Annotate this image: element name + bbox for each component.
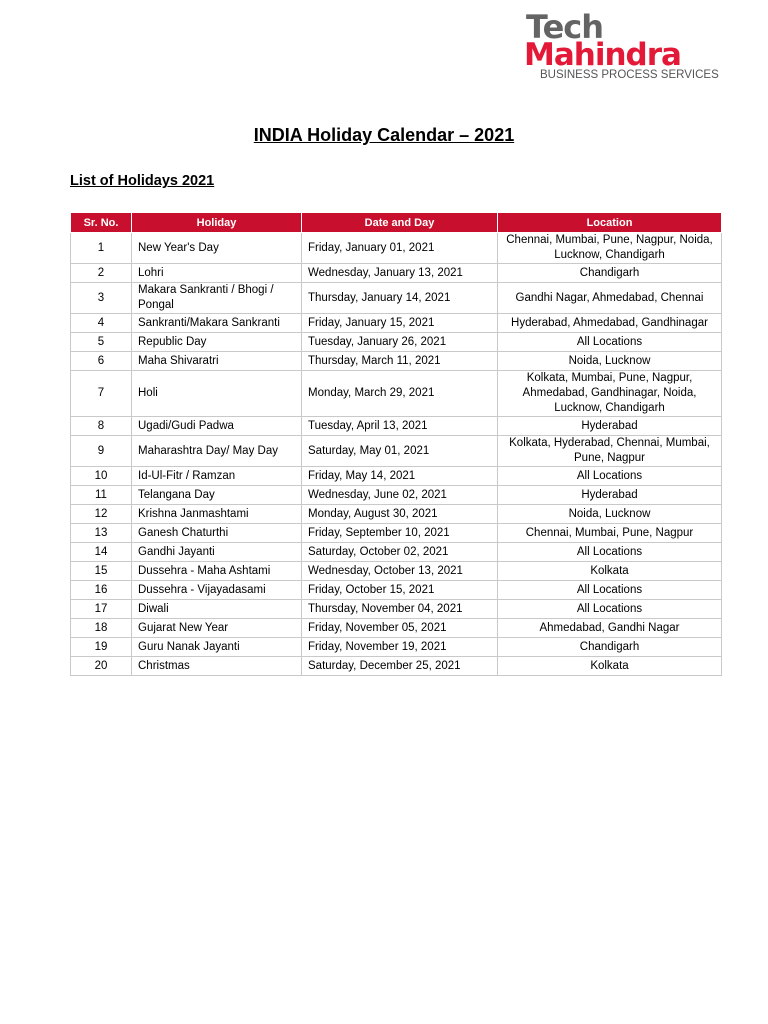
cell-sr-no: 8 bbox=[71, 417, 132, 436]
cell-holiday: Republic Day bbox=[132, 333, 302, 352]
company-logo bbox=[520, 10, 730, 85]
table-row bbox=[71, 264, 722, 283]
column-header-location: Location bbox=[498, 213, 722, 233]
cell-date: Friday, May 14, 2021 bbox=[302, 467, 498, 486]
cell-sr-no: 12 bbox=[71, 505, 132, 524]
table-row bbox=[71, 657, 722, 676]
cell-holiday: Guru Nanak Jayanti bbox=[132, 638, 302, 657]
table-row bbox=[71, 505, 722, 524]
table-body bbox=[71, 233, 722, 676]
cell-sr-no: 19 bbox=[71, 638, 132, 657]
page-title: INDIA Holiday Calendar – 2021 bbox=[253, 125, 515, 145]
cell-holiday: Ganesh Chaturthi bbox=[132, 524, 302, 543]
column-header-sr-no: Sr. No. bbox=[71, 213, 132, 233]
table-row bbox=[71, 314, 722, 333]
cell-date: Friday, January 15, 2021 bbox=[302, 314, 498, 333]
cell-date: Friday, September 10, 2021 bbox=[302, 524, 498, 543]
cell-location: Hyderabad bbox=[498, 486, 722, 505]
cell-location: All Locations bbox=[498, 543, 722, 562]
cell-date: Monday, March 29, 2021 bbox=[302, 371, 498, 417]
cell-location: Kolkata bbox=[498, 657, 722, 676]
cell-holiday: Dussehra - Maha Ashtami bbox=[132, 562, 302, 581]
cell-location: Chennai, Mumbai, Pune, Nagpur bbox=[498, 524, 722, 543]
cell-location: Hyderabad bbox=[498, 417, 722, 436]
logo-text-tech: Tech bbox=[526, 8, 604, 46]
cell-sr-no: 13 bbox=[71, 524, 132, 543]
cell-holiday: Gandhi Jayanti bbox=[132, 543, 302, 562]
table-row bbox=[71, 371, 722, 417]
cell-sr-no: 3 bbox=[71, 283, 132, 314]
cell-location: Noida, Lucknow bbox=[498, 505, 722, 524]
cell-holiday: Telangana Day bbox=[132, 486, 302, 505]
cell-sr-no: 11 bbox=[71, 486, 132, 505]
cell-sr-no: 17 bbox=[71, 600, 132, 619]
cell-holiday: Sankranti/Makara Sankranti bbox=[132, 314, 302, 333]
cell-location: All Locations bbox=[498, 581, 722, 600]
cell-location: All Locations bbox=[498, 333, 722, 352]
cell-date: Friday, January 01, 2021 bbox=[302, 233, 498, 264]
cell-holiday: Maha Shivaratri bbox=[132, 352, 302, 371]
cell-sr-no: 5 bbox=[71, 333, 132, 352]
cell-holiday: Maharashtra Day/ May Day bbox=[132, 436, 302, 467]
cell-date: Monday, August 30, 2021 bbox=[302, 505, 498, 524]
logo-text-tagline: BUSINESS PROCESS SERVICES bbox=[540, 69, 719, 81]
table-row bbox=[71, 543, 722, 562]
cell-date: Friday, November 05, 2021 bbox=[302, 619, 498, 638]
table-row bbox=[71, 283, 722, 314]
cell-sr-no: 6 bbox=[71, 352, 132, 371]
cell-date: Tuesday, January 26, 2021 bbox=[302, 333, 498, 352]
cell-date: Thursday, January 14, 2021 bbox=[302, 283, 498, 314]
cell-sr-no: 10 bbox=[71, 467, 132, 486]
cell-location: All Locations bbox=[498, 600, 722, 619]
cell-sr-no: 4 bbox=[71, 314, 132, 333]
cell-sr-no: 18 bbox=[71, 619, 132, 638]
table-row bbox=[71, 581, 722, 600]
cell-location: Chandigarh bbox=[498, 638, 722, 657]
table-row bbox=[71, 436, 722, 467]
cell-holiday: Krishna Janmashtami bbox=[132, 505, 302, 524]
cell-date: Thursday, March 11, 2021 bbox=[302, 352, 498, 371]
cell-holiday: Id-Ul-Fitr / Ramzan bbox=[132, 467, 302, 486]
cell-date: Saturday, October 02, 2021 bbox=[302, 543, 498, 562]
cell-sr-no: 1 bbox=[71, 233, 132, 264]
cell-location: Ahmedabad, Gandhi Nagar bbox=[498, 619, 722, 638]
cell-holiday: New Year's Day bbox=[132, 233, 302, 264]
cell-location: Chennai, Mumbai, Pune, Nagpur, Noida, Lucknow, Chandigarh bbox=[498, 233, 722, 264]
cell-location: Chandigarh bbox=[498, 264, 722, 283]
cell-sr-no: 15 bbox=[71, 562, 132, 581]
table-row bbox=[71, 486, 722, 505]
cell-holiday: Holi bbox=[132, 371, 302, 417]
cell-date: Thursday, November 04, 2021 bbox=[302, 600, 498, 619]
cell-sr-no: 7 bbox=[71, 371, 132, 417]
cell-location: Noida, Lucknow bbox=[498, 352, 722, 371]
cell-holiday: Christmas bbox=[132, 657, 302, 676]
cell-location: Kolkata, Mumbai, Pune, Nagpur, Ahmedabad, Gandhinagar, Noida, Lucknow, Chandigarh bbox=[498, 371, 722, 417]
cell-holiday: Lohri bbox=[132, 264, 302, 283]
cell-sr-no: 2 bbox=[71, 264, 132, 283]
table-row bbox=[71, 638, 722, 657]
table-row bbox=[71, 619, 722, 638]
cell-sr-no: 14 bbox=[71, 543, 132, 562]
cell-date: Tuesday, April 13, 2021 bbox=[302, 417, 498, 436]
cell-date: Wednesday, October 13, 2021 bbox=[302, 562, 498, 581]
cell-date: Saturday, December 25, 2021 bbox=[302, 657, 498, 676]
cell-date: Saturday, May 01, 2021 bbox=[302, 436, 498, 467]
cell-holiday: Makara Sankranti / Bhogi / Pongal bbox=[132, 283, 302, 314]
table-row bbox=[71, 600, 722, 619]
cell-location: Kolkata bbox=[498, 562, 722, 581]
table-row bbox=[71, 417, 722, 436]
table-row bbox=[71, 467, 722, 486]
cell-holiday: Gujarat New Year bbox=[132, 619, 302, 638]
table-row bbox=[71, 562, 722, 581]
cell-holiday: Dussehra - Vijayadasami bbox=[132, 581, 302, 600]
cell-location: Kolkata, Hyderabad, Chennai, Mumbai, Pune, Nagpur bbox=[498, 436, 722, 467]
cell-holiday: Ugadi/Gudi Padwa bbox=[132, 417, 302, 436]
cell-location: Hyderabad, Ahmedabad, Gandhinagar bbox=[498, 314, 722, 333]
table-header-row bbox=[71, 213, 722, 233]
cell-holiday: Diwali bbox=[132, 600, 302, 619]
logo-text-mahindra: Mahindra bbox=[524, 37, 681, 73]
cell-date: Friday, November 19, 2021 bbox=[302, 638, 498, 657]
column-header-date-and-day: Date and Day bbox=[302, 213, 498, 233]
list-heading: List of Holidays 2021 bbox=[70, 173, 215, 189]
cell-date: Friday, October 15, 2021 bbox=[302, 581, 498, 600]
table-row bbox=[71, 333, 722, 352]
column-header-holiday: Holiday bbox=[132, 213, 302, 233]
table-row bbox=[71, 352, 722, 371]
table-row bbox=[71, 233, 722, 264]
cell-location: All Locations bbox=[498, 467, 722, 486]
cell-date: Wednesday, January 13, 2021 bbox=[302, 264, 498, 283]
table-row bbox=[71, 524, 722, 543]
cell-sr-no: 20 bbox=[71, 657, 132, 676]
cell-date: Wednesday, June 02, 2021 bbox=[302, 486, 498, 505]
cell-sr-no: 16 bbox=[71, 581, 132, 600]
cell-sr-no: 9 bbox=[71, 436, 132, 467]
cell-location: Gandhi Nagar, Ahmedabad, Chennai bbox=[498, 283, 722, 314]
holiday-table bbox=[70, 212, 722, 676]
